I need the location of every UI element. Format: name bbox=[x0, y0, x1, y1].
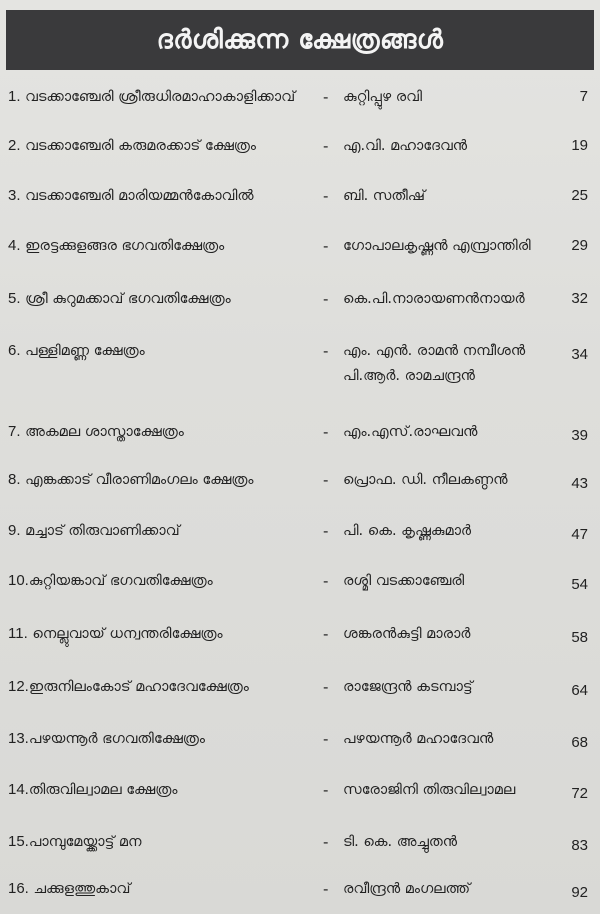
entry-dash: - bbox=[323, 880, 329, 898]
toc-entry bbox=[0, 571, 600, 611]
entry-author: പി. കെ. കൃഷ്ണകുമാർ bbox=[343, 523, 472, 539]
entry-dash: - bbox=[323, 678, 329, 696]
entry-dash: - bbox=[323, 572, 329, 590]
entry-page-number: 7 bbox=[579, 88, 588, 105]
toc-entry bbox=[0, 236, 600, 276]
entry-title: പള്ളിമണ്ണ ക്ഷേത്രം bbox=[25, 343, 145, 359]
toc-entry bbox=[0, 832, 600, 872]
entry-author: ശങ്കരൻകുട്ടി മാരാർ bbox=[343, 626, 471, 642]
entry-page-number: 72 bbox=[571, 785, 588, 802]
entry-co-author: പി.ആർ. രാമചന്ദ്രൻ bbox=[343, 368, 475, 384]
toc-entry bbox=[0, 729, 600, 769]
entry-number: 9. bbox=[8, 522, 21, 539]
entry-dash: - bbox=[323, 730, 329, 748]
entry-author: കുറ്റിപ്പുഴ രവി bbox=[343, 89, 422, 105]
toc-entry bbox=[0, 879, 600, 913]
entry-dash: - bbox=[323, 625, 329, 643]
entry-author: ബി. സതീഷ് bbox=[343, 188, 426, 204]
entry-title: മച്ചാട് തിരുവാണിക്കാവ് bbox=[25, 523, 180, 539]
entry-author: പഴയന്നൂർ മഹാദേവൻ bbox=[343, 731, 494, 747]
entry-number: 8. bbox=[8, 471, 21, 488]
entry-number: 11. bbox=[8, 625, 28, 642]
entry-author: പ്രൊഫ. ഡി. നീലകണ്ഠൻ bbox=[343, 472, 508, 488]
entry-number: 6. bbox=[8, 342, 21, 359]
entry-dash: - bbox=[323, 137, 329, 155]
entry-dash: - bbox=[323, 187, 329, 205]
entry-number: 15. bbox=[8, 833, 29, 850]
entry-page-number: 34 bbox=[571, 346, 588, 363]
entry-author: എം.എസ്.രാഘവൻ bbox=[343, 424, 478, 440]
toc-entry bbox=[0, 289, 600, 329]
toc-entry bbox=[0, 470, 600, 510]
entry-page-number: 32 bbox=[571, 290, 588, 307]
entry-page-number: 19 bbox=[571, 137, 588, 154]
entry-author: എം. എൻ. രാമൻ നമ്പീശൻ bbox=[343, 343, 526, 359]
entry-page-number: 54 bbox=[571, 576, 588, 593]
entry-page-number: 58 bbox=[571, 629, 588, 646]
entry-page-number: 83 bbox=[571, 837, 588, 854]
entry-page-number: 39 bbox=[571, 427, 588, 444]
entry-title: തിരുവില്വാമല ക്ഷേത്രം bbox=[28, 782, 178, 798]
entry-title: ശ്രീ കുറുമക്കാവ് ഭഗവതിക്ഷേത്രം bbox=[25, 291, 231, 307]
entry-title: കുറ്റിയങ്കാവ് ഭഗവതിക്ഷേത്രം bbox=[28, 573, 213, 589]
toc-entry bbox=[0, 136, 600, 176]
entry-title: അകമല ശാസ്താക്ഷേത്രം bbox=[25, 424, 184, 440]
entry-page-number: 68 bbox=[571, 734, 588, 751]
entry-author: രാജേന്ദ്രൻ കടമ്പാട്ട് bbox=[343, 679, 473, 695]
entry-title: വടക്കാഞ്ചേരി മാരിയമ്മൻകോവിൽ bbox=[25, 188, 254, 204]
entry-dash: - bbox=[323, 237, 329, 255]
entry-title: ചക്കുളത്തുകാവ് bbox=[33, 881, 131, 897]
entry-dash: - bbox=[323, 833, 329, 851]
entry-number: 5. bbox=[8, 290, 21, 307]
entry-number: 3. bbox=[8, 187, 21, 204]
entry-title: ഇരുനിലംകോട് മഹാദേവക്ഷേത്രം bbox=[28, 679, 249, 695]
entry-page-number: 64 bbox=[571, 682, 588, 699]
entry-number: 14. bbox=[8, 781, 29, 798]
entry-author: ഗോപാലകൃഷ്ണൻ എമ്പ്രാന്തിരി bbox=[343, 238, 531, 254]
toc-entry bbox=[0, 341, 600, 401]
entry-title: പാമ്പുമേയ്ക്കാട്ട് മന bbox=[28, 834, 142, 850]
toc-entry bbox=[0, 422, 600, 462]
entry-title: വടക്കാഞ്ചേരി കരുമരക്കാട് ക്ഷേത്രം bbox=[25, 138, 256, 154]
entry-dash: - bbox=[323, 423, 329, 441]
entry-title: ഇരട്ടക്കുളങ്ങര ഭഗവതിക്ഷേത്രം bbox=[25, 238, 225, 254]
entry-title: വടക്കാഞ്ചേരി ശ്രീരുധിരമാഹാകാളിക്കാവ് bbox=[25, 89, 296, 105]
entry-dash: - bbox=[323, 522, 329, 540]
entry-page-number: 25 bbox=[571, 187, 588, 204]
entry-number: 2. bbox=[8, 137, 21, 154]
entry-dash: - bbox=[323, 781, 329, 799]
entry-number: 16. bbox=[8, 880, 29, 897]
page-title: ദർശിക്കുന്ന ക്ഷേത്രങ്ങൾ bbox=[156, 24, 444, 55]
entry-number: 4. bbox=[8, 237, 21, 254]
entry-dash: - bbox=[323, 290, 329, 308]
entry-number: 7. bbox=[8, 423, 21, 440]
toc-entry bbox=[0, 677, 600, 717]
entry-dash: - bbox=[323, 342, 329, 360]
entry-dash: - bbox=[323, 471, 329, 489]
entry-title: എങ്കക്കാട് വീരാണിമംഗലം ക്ഷേത്രം bbox=[25, 472, 254, 488]
toc-entry bbox=[0, 780, 600, 820]
entry-author: രവീന്ദ്രൻ മംഗലത്ത് bbox=[343, 881, 471, 897]
entry-title: പഴയന്നൂർ ഭഗവതിക്ഷേത്രം bbox=[28, 731, 205, 747]
entry-number: 1. bbox=[8, 88, 21, 105]
entry-author: എ.വി. മഹാദേവൻ bbox=[343, 138, 468, 154]
entry-page-number: 47 bbox=[571, 526, 588, 543]
entry-dash: - bbox=[323, 88, 329, 106]
toc-entry bbox=[0, 186, 600, 226]
entry-author: സരോജിനി തിരുവില്വാമല bbox=[343, 782, 516, 798]
entry-number: 13. bbox=[8, 730, 29, 747]
toc-entry bbox=[0, 521, 600, 561]
entry-page-number: 43 bbox=[571, 475, 588, 492]
entry-page-number: 92 bbox=[571, 884, 588, 901]
entry-number: 12. bbox=[8, 678, 29, 695]
toc-entry bbox=[0, 87, 600, 127]
entry-title: നെല്ലുവായ് ധന്വന്തരിക്ഷേത്രം bbox=[32, 626, 223, 642]
entry-author: കെ.പി.നാരായണൻനായർ bbox=[343, 291, 525, 307]
toc-entry bbox=[0, 624, 600, 664]
entry-number: 10. bbox=[8, 572, 29, 589]
entry-page-number: 29 bbox=[571, 237, 588, 254]
entry-author: ടി. കെ. അച്ചുതൻ bbox=[343, 834, 458, 850]
entry-author: രശ്മി വടക്കാഞ്ചേരി bbox=[343, 573, 465, 589]
